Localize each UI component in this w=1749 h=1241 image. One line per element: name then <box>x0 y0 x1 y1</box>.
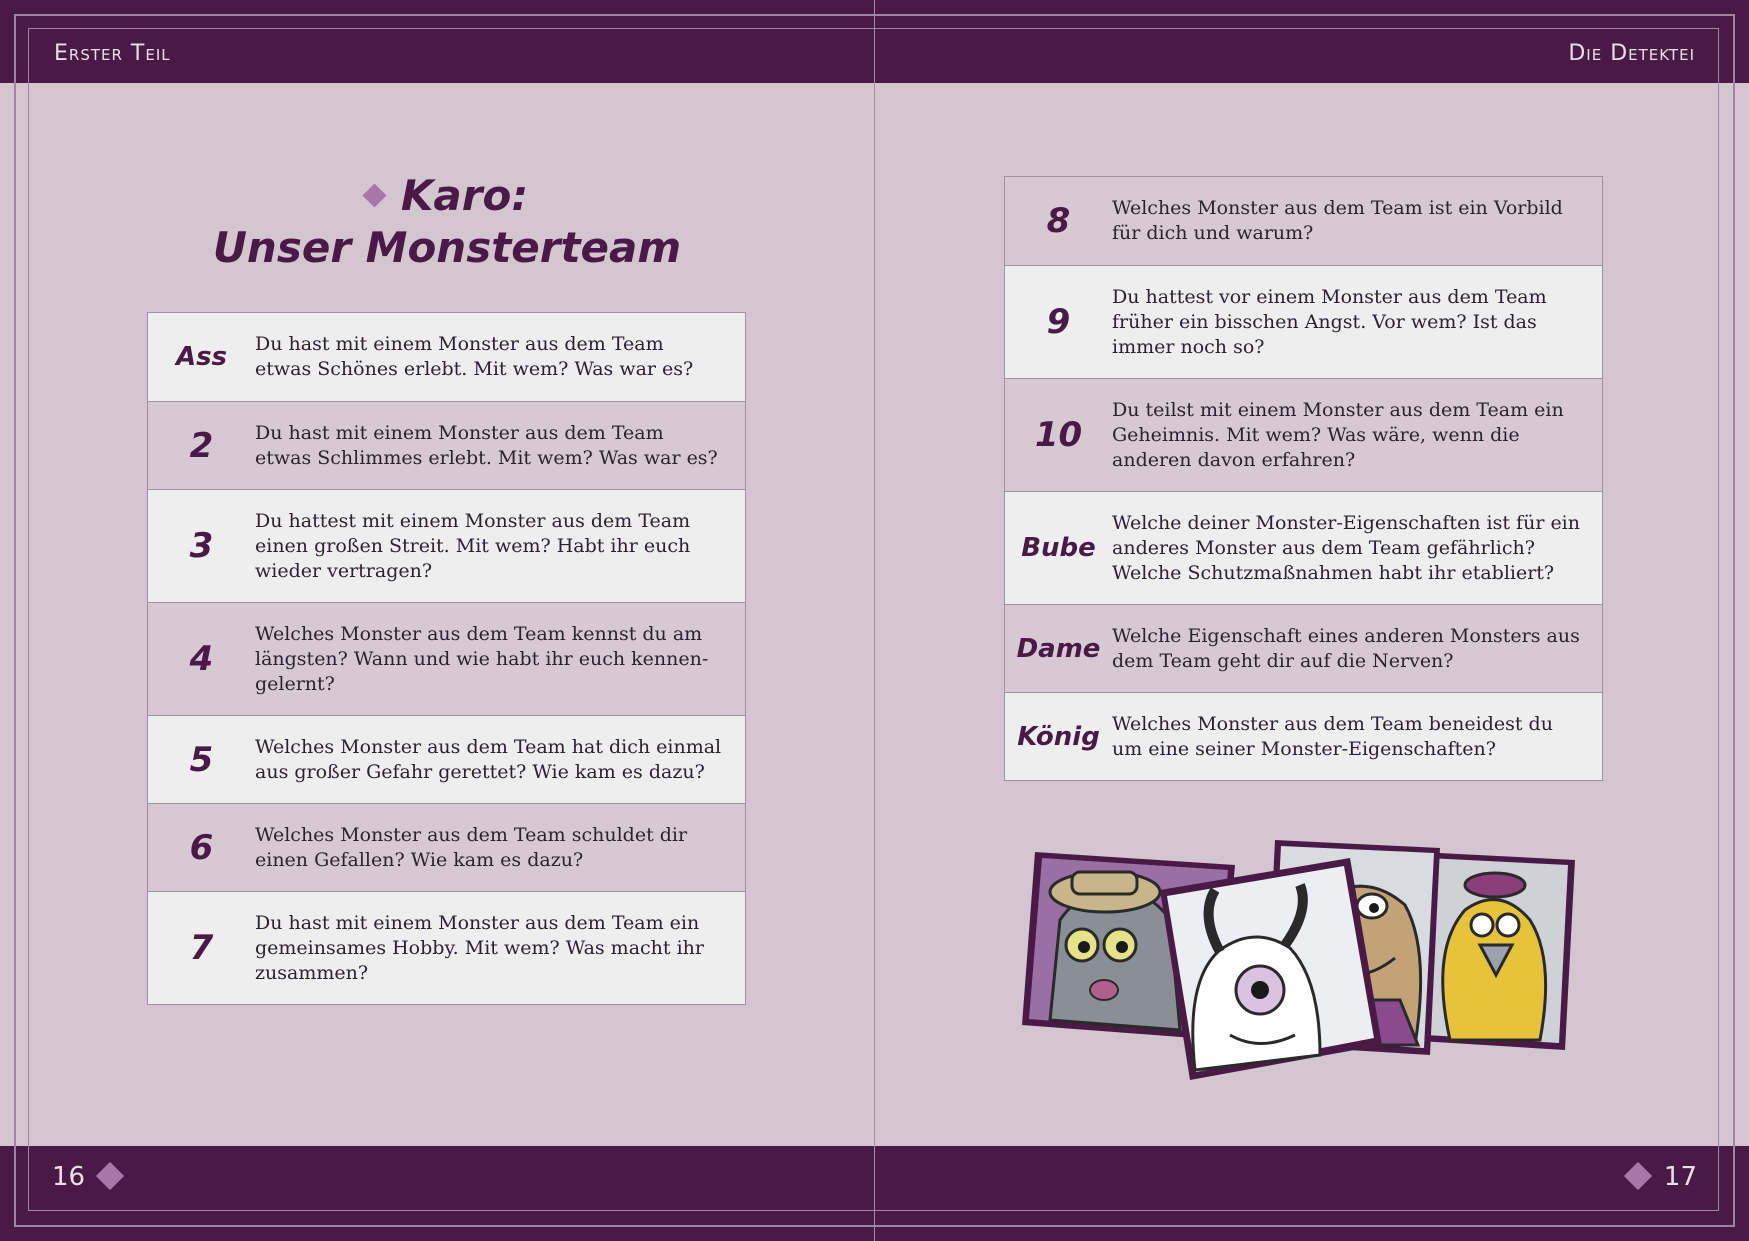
question-text: Welches Monster aus dem Team beneidest du um eine seiner Monster-Eigenschaften? <box>1112 712 1553 760</box>
question-text: Du hast mit einem Monster aus dem Team etwas Schönes erlebt. Mit wem? Was war es? <box>255 333 694 380</box>
monster-photos-illustration <box>1020 830 1580 1090</box>
diamond-icon <box>362 183 386 207</box>
page-number-left: 16 <box>52 1162 86 1192</box>
card-rank: 3 <box>189 526 214 566</box>
question-text: Du teilst mit einem Monster aus dem Team ein Geheimnis. Mit wem? Was wäre, wenn die anderen davon erfahren? <box>1112 398 1564 471</box>
question-text: Du hattest vor einem Monster aus dem Team früher ein bisschen Angst. Vor wem? Ist das immer noch so? <box>1112 285 1547 358</box>
question-text: Du hattest mit einem Monster aus dem Team einen großen Streit. Mit wem? Habt ihr euch wieder vertragen? <box>255 509 691 582</box>
card-rank: 10 <box>1034 415 1083 455</box>
card-rank: König <box>1017 721 1100 752</box>
question-text: Welche Eigenschaft eines anderen Monsters aus dem Team geht dir auf die Nerven? <box>1112 624 1580 672</box>
question-text: Welches Monster aus dem Team ist ein Vorbild für dich und warum? <box>1112 197 1563 244</box>
table-row <box>148 602 745 715</box>
card-rank: Ass <box>175 342 228 372</box>
questions-table-right <box>1004 176 1603 781</box>
card-rank: 8 <box>1046 201 1071 241</box>
title-line-2: Unser Monsterteam <box>212 223 682 272</box>
running-head-right: Die Detektei <box>1568 41 1695 66</box>
table-row <box>148 715 745 803</box>
question-text: Du hast mit einem Monster aus dem Team ein gemeinsames Hobby. Mit wem? Was macht ihr zusammen? <box>255 911 704 984</box>
card-rank: Dame <box>1016 633 1101 664</box>
table-row <box>148 803 745 891</box>
running-head-left: Erster Teil <box>54 41 171 66</box>
page-title <box>148 170 746 274</box>
page-number-right: 17 <box>1663 1162 1697 1192</box>
card-rank: 9 <box>1046 302 1071 342</box>
table-row <box>148 401 745 489</box>
table-row <box>1005 265 1602 378</box>
photo-horned-monster <box>1160 858 1382 1080</box>
title-text-1: Karo: <box>400 171 529 220</box>
table-row <box>1005 491 1602 604</box>
title-line-1 <box>148 170 746 222</box>
question-text: Welches Monster aus dem Team hat dich einmal aus großer Gefahr gerettet? Wie kam es dazu? <box>255 735 722 783</box>
card-rank: 6 <box>189 827 214 868</box>
card-rank: 5 <box>189 739 214 780</box>
table-row <box>148 313 745 401</box>
table-row <box>148 891 745 1004</box>
card-rank: Bube <box>1021 533 1096 563</box>
question-text: Welches Monster aus dem Team schuldet dir einen Gefallen? Wie kam es dazu? <box>255 823 688 871</box>
card-rank: 7 <box>189 928 214 968</box>
questions-table-left <box>147 312 746 1005</box>
question-text: Welche deiner Monster-Eigenschaften ist für ein anderes Monster aus dem Team gefährlich? Welche Schutzmaßnahmen habt ihr etabliert? <box>1112 511 1580 584</box>
table-row <box>1005 378 1602 491</box>
table-row <box>148 489 745 602</box>
table-row <box>1005 604 1602 692</box>
card-rank: 2 <box>189 425 214 466</box>
question-text: Du hast mit einem Monster aus dem Team etwas Schlimmes erlebt. Mit wem? Was war es? <box>255 421 718 469</box>
table-row <box>1005 692 1602 780</box>
question-text: Welches Monster aus dem Team kennst du am längsten? Wann und wie habt ihr euch kennen-gelernt? <box>255 622 709 695</box>
table-row <box>1005 177 1602 265</box>
book-spine <box>874 0 875 1241</box>
card-rank: 4 <box>189 639 214 679</box>
